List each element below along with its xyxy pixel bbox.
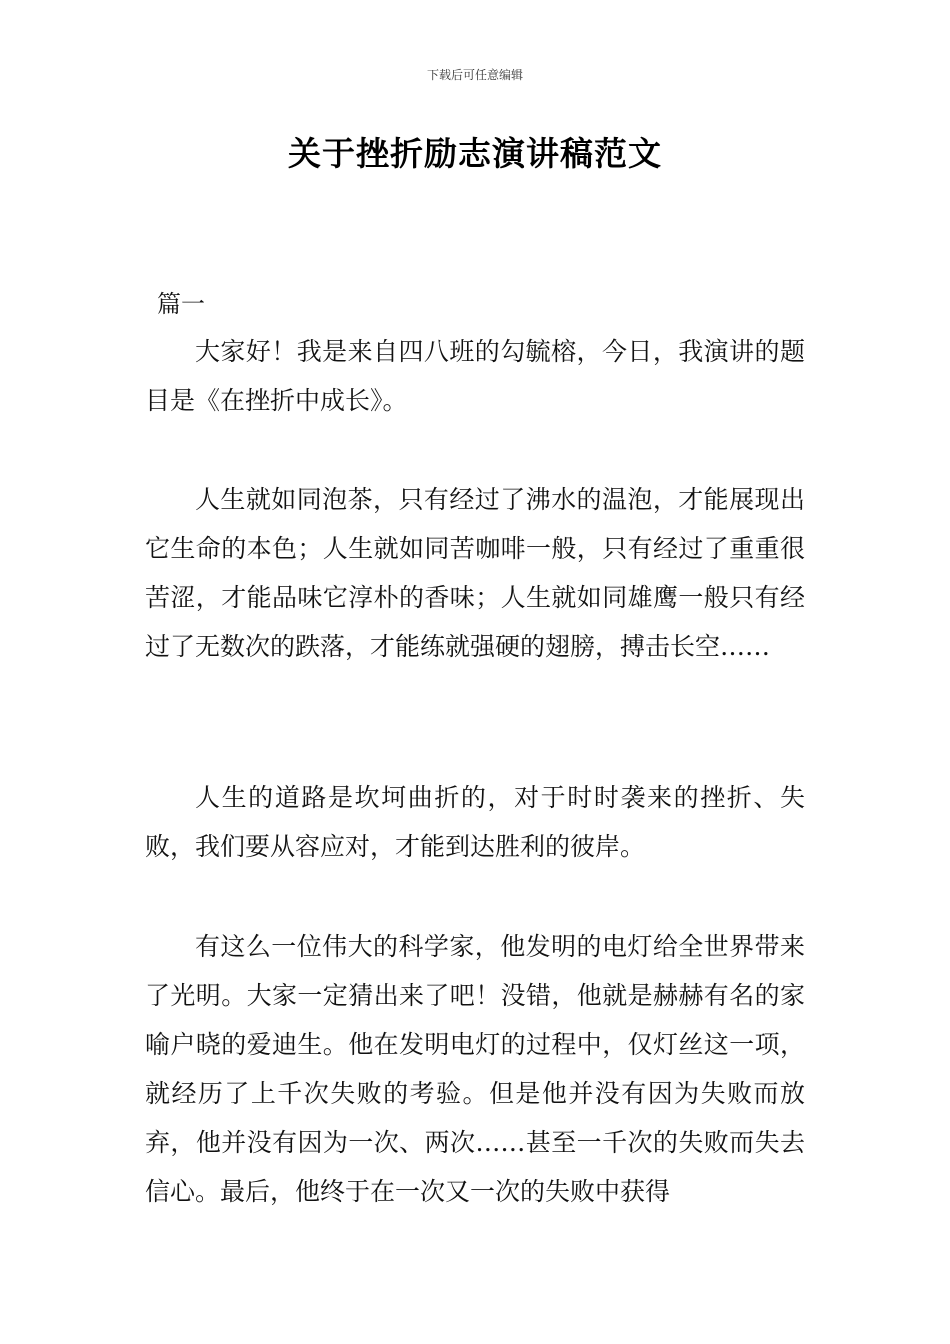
paragraph-text: 人生就如同泡茶，只有经过了沸水的温泡，才能展现出它生命的本色；人生就如同苦咖啡一般，只有经过了重重很苦涩，才能品味它淳朴的香味；人生就如同雄鹰一般只有经过了无数次的跌落，才能练就强硬的翅膀，搏击长空…… <box>145 485 805 661</box>
section-label: 篇一 <box>157 290 205 318</box>
paragraph-text: 大家好！我是来自四八班的勾毓榕，今日，我演讲的题目是《在挫折中成长》。 <box>145 337 805 415</box>
paragraph-text: 人生的道路是坎坷曲折的，对于时时袭来的挫折、失败，我们要从容应对，才能到达胜利的彼岸。 <box>145 783 805 861</box>
page-header: 下载后可任意编辑 <box>426 68 523 82</box>
paragraph-2 <box>145 475 805 671</box>
paragraph-3 <box>145 773 805 871</box>
paragraph-4 <box>145 922 805 1216</box>
paragraph-text: 有这么一位伟大的科学家，他发明的电灯给全世界带来了光明。大家一定猜出来了吧！没错，他就是赫赫有名的家喻户晓的爱迪生。他在发明电灯的过程中，仅灯丝这一项，就经历了上千次失败的考验。但是他并没有因为失败而放弃，他并没有因为一次、两次……甚至一千次的失败而失去信心。最后，他终于在一次又一次的失败中获得 <box>145 932 805 1206</box>
paragraph-1 <box>145 327 805 425</box>
document-title: 关于挫折励志演讲稿范文 <box>288 134 662 173</box>
